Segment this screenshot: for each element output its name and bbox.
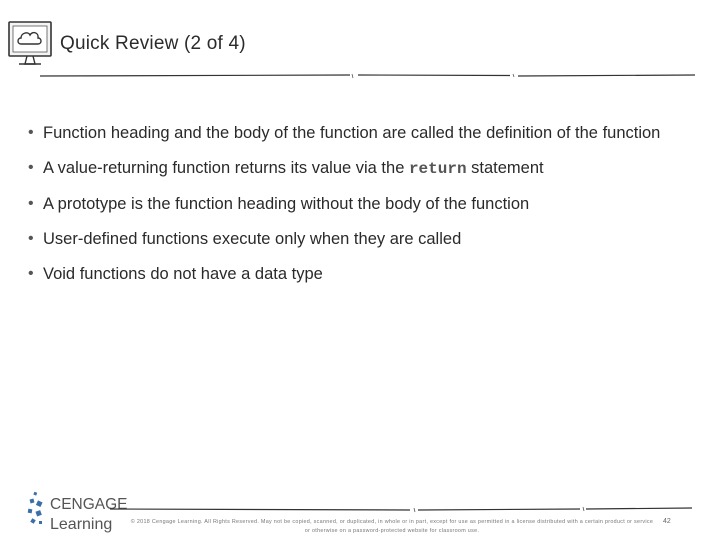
logo-cengage: CENGAGE xyxy=(50,496,128,513)
bullet-dot: • xyxy=(28,159,34,176)
bullet-item: • A prototype is the function heading without the body of the function xyxy=(28,193,698,216)
slide-title: Quick Review (2 of 4) xyxy=(60,33,246,54)
page-number: 42 xyxy=(663,518,671,525)
copyright-line-2: or otherwise on a password-protected website for classroom use. xyxy=(304,528,480,534)
bullet-list xyxy=(28,122,698,298)
bullet-dot: • xyxy=(28,265,34,282)
footer-divider xyxy=(110,500,695,518)
code-keyword: return xyxy=(408,160,467,178)
bullet-dot: • xyxy=(28,195,34,212)
cloud-monitor-icon xyxy=(6,18,56,72)
logo-learning: Learning xyxy=(50,516,113,533)
bullet-item: • Function heading and the body of the function are called the definition of the function xyxy=(28,122,698,145)
bullet-item: • A value-returning function returns its value via the return statement xyxy=(28,157,698,181)
copyright-notice xyxy=(128,518,656,536)
bullet-item: • User-defined functions execute only when they are called xyxy=(28,228,698,251)
bullet-dot: • xyxy=(28,230,34,247)
bullet-dot: • xyxy=(28,124,34,141)
bullet-item: • Void functions do not have a data type xyxy=(28,263,698,286)
header-divider xyxy=(40,70,700,82)
copyright-line-1: © 2018 Cengage Learning. All Rights Reserved. May not be copied, scanned, or duplicated, in whole or in part, except for use as permitted in a license distributed with a certain product or service xyxy=(130,519,654,525)
